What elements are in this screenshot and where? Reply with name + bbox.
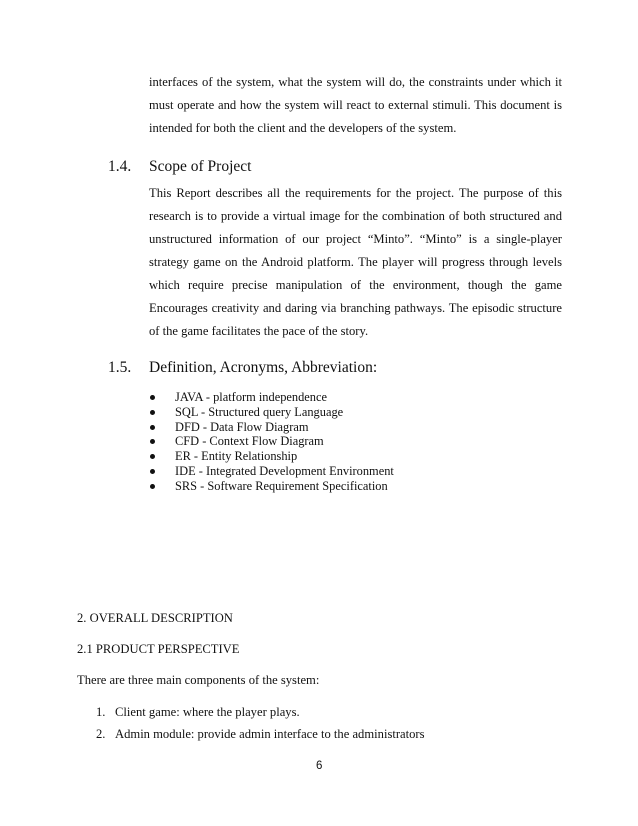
intro-line: must operate and how the system will react to external stimuli. This document is bbox=[149, 98, 562, 112]
list-item: IDE - Integrated Development Environment bbox=[149, 464, 394, 479]
scope-title: Scope of Project bbox=[149, 158, 252, 175]
list-item: SQL - Structured query Language bbox=[149, 405, 394, 420]
definitions-title: Definition, Acronyms, Abbreviation: bbox=[149, 359, 378, 376]
bullet-icon bbox=[150, 425, 155, 430]
scope-line: Encourages creativity and daring via branching pathways. The episodic structure bbox=[149, 301, 562, 315]
list-item: ER - Entity Relationship bbox=[149, 449, 394, 464]
acronym-list bbox=[149, 390, 394, 494]
scope-line: unstructured information of our project “Minto”. “Minto” is a single-player bbox=[149, 232, 562, 246]
list-item: JAVA - platform independence bbox=[149, 390, 394, 405]
bullet-icon bbox=[150, 410, 155, 415]
list-item: SRS - Software Requirement Specification bbox=[149, 479, 394, 494]
list-item: DFD - Data Flow Diagram bbox=[149, 420, 394, 435]
list-item: CFD - Context Flow Diagram bbox=[149, 434, 394, 449]
section-title: 2. OVERALL DESCRIPTION bbox=[77, 611, 233, 625]
scope-heading bbox=[108, 158, 251, 176]
intro-paragraph bbox=[149, 71, 562, 140]
definitions-heading bbox=[108, 359, 377, 377]
intro-line: intended for both the client and the developers of the system. bbox=[149, 121, 457, 135]
bullet-icon bbox=[150, 484, 155, 489]
component-number: 1. bbox=[96, 705, 106, 719]
bullet-icon bbox=[150, 469, 155, 474]
bullet-icon bbox=[150, 395, 155, 400]
bullet-icon bbox=[150, 454, 155, 459]
definitions-number: 1.5. bbox=[108, 359, 132, 376]
component-number: 2. bbox=[96, 727, 106, 741]
scope-line: This Report describes all the requirements for the project. The purpose of this bbox=[149, 186, 562, 200]
page-number: 6 bbox=[316, 760, 323, 772]
scope-line: strategy game on the Android platform. The player will progress through levels bbox=[149, 255, 562, 269]
scope-line: research is to provide a virtual image for the combination of both structured and bbox=[149, 209, 562, 223]
scope-number: 1.4. bbox=[108, 158, 132, 175]
component-item bbox=[96, 727, 425, 742]
bullet-icon bbox=[150, 439, 155, 444]
component-text: Admin module: provide admin interface to the administrators bbox=[115, 727, 425, 741]
section-intro: There are three main components of the system: bbox=[77, 673, 320, 687]
scope-paragraph bbox=[149, 182, 562, 343]
scope-line: of the game facilitates the pace of the story. bbox=[149, 324, 369, 338]
scope-line: which require precise manipulation of the environment, though the game bbox=[149, 278, 562, 292]
section-subtitle: 2.1 PRODUCT PERSPECTIVE bbox=[77, 642, 240, 656]
intro-line: interfaces of the system, what the system will do, the constraints under which it bbox=[149, 75, 562, 89]
component-item bbox=[96, 705, 300, 720]
component-text: Client game: where the player plays. bbox=[115, 705, 300, 719]
